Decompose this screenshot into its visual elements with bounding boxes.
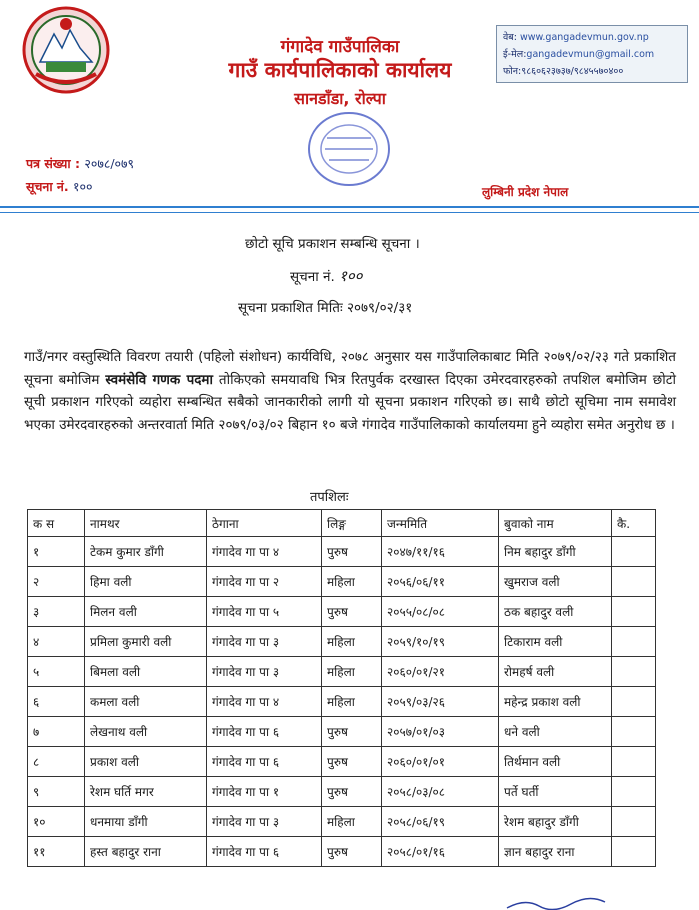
name-cell: प्रकाश वली <box>85 747 207 777</box>
gender-cell: पुरुष <box>322 537 382 567</box>
column-header: नामथर <box>85 510 207 537</box>
table-body <box>28 537 656 867</box>
letter-number <box>26 155 134 172</box>
body-text-part1: गाउँ/नगर वस्तुस्थिति विवरण तयारी (पहिलो संशोधन) कार्यविधि, २०७८ अनुसार यस गाउँपालिकाबाट मिति २०७९/०२/२३ गते प्रकाशित सूचना बमोजिम <box>24 349 676 388</box>
table-row <box>28 807 656 837</box>
address-cell: गंगादेव गा पा १ <box>207 777 322 807</box>
nepal-emblem-icon <box>20 4 112 96</box>
name-cell: प्रमिला कुमारी वली <box>85 627 207 657</box>
gender-cell: महिला <box>322 687 382 717</box>
remarks-cell <box>612 627 656 657</box>
remarks-cell <box>612 537 656 567</box>
father-name-cell: धने वली <box>499 717 612 747</box>
notice-number <box>290 266 362 286</box>
dob-cell: २०६०/०१/२१ <box>382 657 499 687</box>
serial-cell: ८ <box>28 747 85 777</box>
address-cell: गंगादेव गा पा ४ <box>207 687 322 717</box>
table-label: तपशिलः <box>310 490 349 505</box>
gender-cell: महिला <box>322 627 382 657</box>
father-name-cell: ठक बहादुर वली <box>499 597 612 627</box>
name-cell: बिमला वली <box>85 657 207 687</box>
web-label: वेब: <box>503 32 517 43</box>
phone-label: फोन: <box>503 66 522 77</box>
office-seal-stamp <box>303 108 395 190</box>
notice-reference-value: १०० <box>72 179 93 194</box>
table-row <box>28 747 656 777</box>
dob-cell: २०५५/०८/०८ <box>382 597 499 627</box>
letter-number-value: २०७८/०७९ <box>84 156 135 171</box>
gender-cell: महिला <box>322 807 382 837</box>
serial-cell: ४ <box>28 627 85 657</box>
office-name: गाउँ कार्यपालिकाको कार्यालय <box>228 58 452 82</box>
column-header: क स <box>28 510 85 537</box>
remarks-cell <box>612 717 656 747</box>
dob-cell: २०५९/०३/२६ <box>382 687 499 717</box>
phone-number: ९८६०६२३७३७/९८४५५७०४०० <box>521 66 624 77</box>
table-row <box>28 837 656 867</box>
gender-cell: पुरुष <box>322 837 382 867</box>
remarks-cell <box>612 747 656 777</box>
remarks-cell <box>612 567 656 597</box>
notice-reference <box>26 178 92 195</box>
serial-cell: ९ <box>28 777 85 807</box>
serial-cell: २ <box>28 567 85 597</box>
table-row <box>28 537 656 567</box>
father-name-cell: तिर्थमान वली <box>499 747 612 777</box>
address-cell: गंगादेव गा पा ३ <box>207 807 322 837</box>
province-name: लुम्बिनी प्रदेश नेपाल <box>482 185 569 199</box>
serial-cell: ५ <box>28 657 85 687</box>
table-row <box>28 657 656 687</box>
address-cell: गंगादेव गा पा ३ <box>207 627 322 657</box>
remarks-cell <box>612 597 656 627</box>
gender-cell: पुरुष <box>322 777 382 807</box>
address-cell: गंगादेव गा पा ६ <box>207 747 322 777</box>
father-name-cell: रोमहर्ष वली <box>499 657 612 687</box>
signature-mark <box>505 896 615 910</box>
notice-date-value: २०७९/०२/३१ <box>346 300 413 316</box>
contact-box <box>496 25 688 83</box>
address-cell: गंगादेव गा पा ५ <box>207 597 322 627</box>
gender-cell: पुरुष <box>322 597 382 627</box>
table-row <box>28 627 656 657</box>
column-header: लिङ्ग <box>322 510 382 537</box>
remarks-cell <box>612 837 656 867</box>
table-row <box>28 597 656 627</box>
dob-cell: २०५८/०६/१९ <box>382 807 499 837</box>
dob-cell: २०५९/१०/१९ <box>382 627 499 657</box>
header-divider-thin <box>0 212 699 213</box>
father-name-cell: रेशम बहादुर डाँगी <box>499 807 612 837</box>
remarks-cell <box>612 807 656 837</box>
notice-number-label: सूचना नं. <box>290 269 335 285</box>
notice-date <box>238 298 412 316</box>
email-label: ई-मेल: <box>503 49 527 60</box>
office-location: सानडाँडा, रोल्पा <box>294 89 386 108</box>
name-cell: हिमा वली <box>85 567 207 597</box>
father-name-cell: पर्ते घर्ती <box>499 777 612 807</box>
father-name-cell: महेन्द्र प्रकाश वली <box>499 687 612 717</box>
name-cell: लेखनाथ वली <box>85 717 207 747</box>
notice-body <box>24 346 676 436</box>
address-cell: गंगादेव गा पा २ <box>207 567 322 597</box>
father-name-cell: खुमराज वली <box>499 567 612 597</box>
gender-cell: महिला <box>322 657 382 687</box>
email-link[interactable]: gangadevmun@gmail.com <box>526 49 655 60</box>
header-divider <box>0 206 699 208</box>
dob-cell: २०५८/०१/१६ <box>382 837 499 867</box>
notice-number-value: १०० <box>339 267 363 285</box>
remarks-cell <box>612 687 656 717</box>
column-header: कै. <box>612 510 656 537</box>
notice-date-label: सूचना प्रकाशित मितिः <box>238 300 343 316</box>
address-cell: गंगादेव गा पा ३ <box>207 657 322 687</box>
table-row <box>28 717 656 747</box>
name-cell: मिलन वली <box>85 597 207 627</box>
father-name-cell: ज्ञान बहादुर राना <box>499 837 612 867</box>
table-row <box>28 687 656 717</box>
serial-cell: ७ <box>28 717 85 747</box>
father-name-cell: निम बहादुर डाँगी <box>499 537 612 567</box>
body-text-part2: तोकिएको समयावधि भित्र रितपुर्वक दरखास्त दिएका उमेरदवारहरुको तपशिल बमोजिम छोटो सूची प्रकाशन गरिएको व्यहोरा सम्बन्धित सबैको जानकारीको लागी यो सूचना प्रकाशन गरिएको छ। साथै छोटो सूचिमा नाम समावेश भएका उमेरदवारहरुको अन्तरवार्ता मिति २०७९/०३/०२ बिहान १० बजे गंगादेव गाउँपालिकाको कार्यालयमा हुने व्यहोरा समेत अनुरोध छ । <box>24 371 677 433</box>
notice-reference-label: सूचना नं. <box>26 179 69 194</box>
column-header: जन्ममिति <box>382 510 499 537</box>
name-cell: रेशम घर्ति मगर <box>85 777 207 807</box>
letter-number-label: पत्र संख्या : <box>26 156 80 171</box>
dob-cell: २०५८/०३/०८ <box>382 777 499 807</box>
address-cell: गंगादेव गा पा ६ <box>207 837 322 867</box>
dob-cell: २०५६/०६/११ <box>382 567 499 597</box>
serial-cell: ६ <box>28 687 85 717</box>
dob-cell: २०४७/११/१६ <box>382 537 499 567</box>
municipality-name: गंगादेव गाउँपालिका <box>280 37 400 57</box>
serial-cell: १० <box>28 807 85 837</box>
name-cell: हस्त बहादुर राना <box>85 837 207 867</box>
dob-cell: २०५७/०१/०३ <box>382 717 499 747</box>
table-header-row <box>28 510 656 537</box>
gender-cell: महिला <box>322 567 382 597</box>
name-cell: टेकम कुमार डाँगी <box>85 537 207 567</box>
website-link[interactable]: www.gangadevmun.gov.np <box>519 32 649 43</box>
father-name-cell: टिकाराम वली <box>499 627 612 657</box>
address-cell: गंगादेव गा पा ४ <box>207 537 322 567</box>
remarks-cell <box>612 657 656 687</box>
notice-title: छोटो सूचि प्रकाशन सम्बन्धि सूचना । <box>245 236 420 252</box>
address-cell: गंगादेव गा पा ६ <box>207 717 322 747</box>
table-row <box>28 777 656 807</box>
serial-cell: ११ <box>28 837 85 867</box>
column-header: बुवाको नाम <box>499 510 612 537</box>
name-cell: धनमाया डाँगी <box>85 807 207 837</box>
remarks-cell <box>612 777 656 807</box>
gender-cell: पुरुष <box>322 717 382 747</box>
table-row <box>28 567 656 597</box>
column-header: ठेगाना <box>207 510 322 537</box>
serial-cell: १ <box>28 537 85 567</box>
gender-cell: पुरुष <box>322 747 382 777</box>
shortlist-table <box>27 509 656 867</box>
body-text-bold: स्वमंसेवि गणक पदमा <box>105 371 214 388</box>
serial-cell: ३ <box>28 597 85 627</box>
dob-cell: २०६०/०१/०१ <box>382 747 499 777</box>
name-cell: कमला वली <box>85 687 207 717</box>
